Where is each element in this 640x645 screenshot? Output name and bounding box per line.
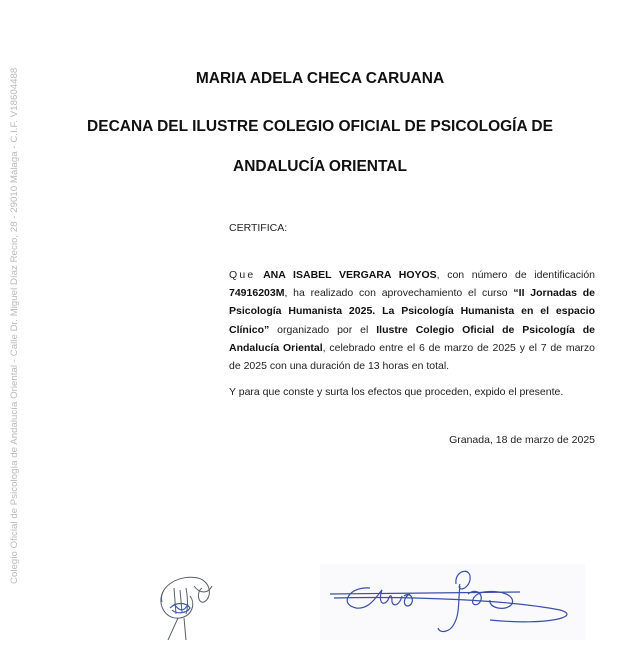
id-number: 74916203M (229, 287, 285, 300)
certificate-body (229, 266, 595, 375)
body-text-4: , celebrado entre el 6 de marzo de 2025 y el 7 de marzo de 2025 con una duración de 13 horas en total. (229, 341, 595, 373)
place-and-date: Granada, 18 de marzo de 2025 (449, 434, 595, 446)
body-text-1: , con número de identificación (436, 269, 595, 281)
que-word: Que (229, 269, 256, 281)
body-text-2: , ha realizado con aprovechamiento el curso (284, 287, 514, 300)
person-name: ANA ISABEL VERGARA HOYOS (263, 269, 437, 281)
closing-statement: Y para que conste y surta los efectos que proceden, expido el presente. (229, 386, 564, 398)
course-title: “II Jornadas de Psicología Humanista 2025. La Psicología Humanista en el espacio Clínico” (229, 287, 595, 336)
body-text-3: organizado por el (269, 323, 377, 336)
organizer-name: Ilustre Colegio Oficial de Psicología de Andalucía Oriental (229, 323, 595, 354)
signatory-title-line2: ANDALUCÍA ORIENTAL (233, 158, 407, 175)
signatory-title-line1: DECANA DEL ILUSTRE COLEGIO OFICIAL DE PSICOLOGÍA DE (87, 118, 553, 135)
vertical-address-label: Colegio Oficial de Psicología de Andalucía Oriental - Calle Dr. Miguel Díaz Recio, 28 - 29010 Málaga - C.I.F. V18604488 (9, 67, 20, 584)
signatory-name: MARIA ADELA CHECA CARUANA (195, 70, 445, 87)
secretary-signature (150, 568, 240, 640)
certifica-label: CERTIFICA: (229, 222, 288, 234)
dean-signature (320, 564, 585, 640)
